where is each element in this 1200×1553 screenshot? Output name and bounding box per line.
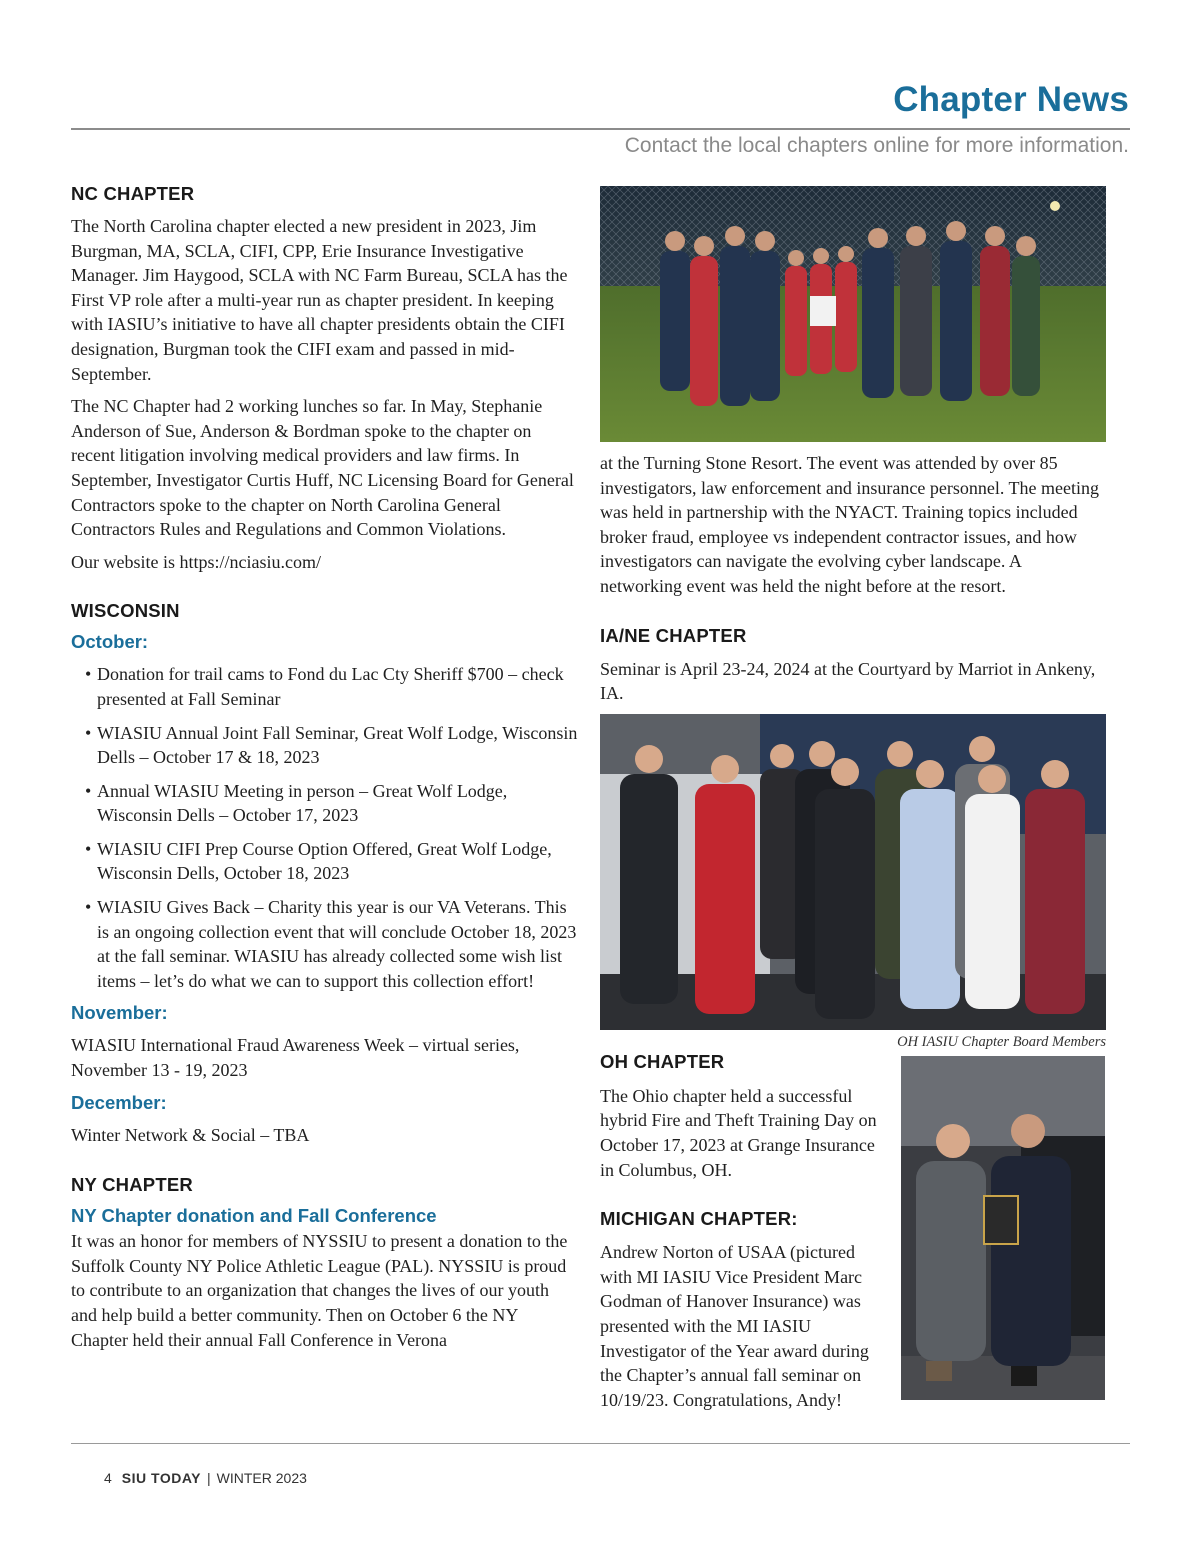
- list-item: • Annual WIASIU Meeting in person – Great Wolf Lodge, Wisconsin Dells – October 17, 2023: [97, 779, 579, 828]
- october-label: October:: [71, 631, 149, 653]
- ny-paragraph-2: at the Turning Stone Resort. The event was attended by over 85 investigators, law enforcement and insurance personnel. The meeting was held in partnership with the NYACT. Training topics included broker fraud, employee vs independent contractor issues, and how investigators can navigate the evolving cyber landscape. A networking event was held the night before at the resort.: [600, 453, 1099, 596]
- iane-paragraph: Seminar is April 23-24, 2024 at the Courtyard by Marriot in Ankeny, IA.: [600, 658, 1096, 704]
- photo-caption: OH IASIU Chapter Board Members: [897, 1033, 1106, 1050]
- left-column: [71, 183, 579, 1352]
- footer: [104, 1470, 307, 1486]
- november-text: WIASIU International Fraud Awareness Week – virtual series, November 13 - 19, 2023: [71, 1035, 520, 1081]
- oh-board-photo: [600, 714, 1106, 1030]
- november-label: November:: [71, 1002, 168, 1024]
- footer-separator: |: [207, 1470, 211, 1486]
- footer-rule: [71, 1443, 1130, 1444]
- ny-subheading: NY Chapter donation and Fall Conference: [71, 1205, 437, 1227]
- michigan-award-photo: [901, 1056, 1105, 1400]
- right-column: [600, 186, 1106, 1412]
- nc-chapter-heading: NC CHAPTER: [71, 183, 195, 204]
- issue-label: WINTER 2023: [216, 1470, 307, 1486]
- wisconsin-heading: WISCONSIN: [71, 600, 180, 622]
- nc-team-photo: [600, 186, 1106, 442]
- nc-paragraph-3: Our website is https://nciasiu.com/: [71, 551, 321, 572]
- page-title: Chapter News: [893, 80, 1129, 119]
- iane-chapter-heading: IA/NE CHAPTER: [600, 624, 747, 646]
- december-label: December:: [71, 1091, 167, 1113]
- page-subtitle: Contact the local chapters online for more information.: [624, 134, 1129, 157]
- list-item: • WIASIU CIFI Prep Course Option Offered, Great Wolf Lodge, Wisconsin Dells, October 18, 2023: [97, 837, 579, 886]
- list-item: • WIASIU Annual Joint Fall Seminar, Great Wolf Lodge, Wisconsin Dells – October 17 & 18, 2023: [97, 721, 579, 770]
- list-item: • Donation for trail cams to Fond du Lac Cty Sheriff $700 – check presented at Fall Seminar: [97, 662, 579, 711]
- nc-paragraph-2: The NC Chapter had 2 working lunches so far. In May, Stephanie Anderson of Sue, Anderson & Bordman spoke to the chapter on recent litigation involving medical providers and law firms. In September, Investigator Curtis Huff, NC Licensing Board for General Contractors spoke to the chapter on North Carolina General Contractors Rules and Regulations and Common Violations.: [71, 396, 574, 540]
- michigan-chapter-heading: MICHIGAN CHAPTER:: [600, 1208, 798, 1230]
- ny-paragraph-1: It was an honor for members of NYSSIU to present a donation to the Suffolk County NY Police Athletic League (PAL). NYSSIU is proud to contribute to an organization that changes the lives of our youth and help build a better community. Then on October 6 the NY Chapter held their annual Fall Conference in Verona: [71, 1231, 568, 1350]
- ny-chapter-heading: NY CHAPTER: [71, 1174, 193, 1196]
- october-list: [71, 662, 579, 993]
- publication-name: SIU TODAY: [121, 1470, 201, 1486]
- header-rule: [71, 128, 1130, 130]
- list-item: • WIASIU Gives Back – Charity this year is our VA Veterans. This is an ongoing collection event that will conclude October 18, 2023 at the fall seminar. WIASIU has already collected some wish list items – let’s do what we can to support this collection effort!: [97, 895, 579, 993]
- oh-paragraph: The Ohio chapter held a successful hybrid Fire and Theft Training Day on October 17, 2023 at Grange Insurance in Columbus, OH.: [600, 1085, 877, 1180]
- oh-chapter-heading: OH CHAPTER: [600, 1050, 725, 1072]
- michigan-paragraph: Andrew Norton of USAA (pictured with MI IASIU Vice President Marc Godman of Hanover Insurance) was presented with the MI IASIU Investigator of the Year award during the Chapter’s annual fall seminar on 10/19/23. Congratulations, Andy!: [600, 1242, 869, 1410]
- december-text: Winter Network & Social – TBA: [71, 1124, 310, 1145]
- page-number: 4: [104, 1470, 112, 1486]
- nc-paragraph-1: The North Carolina chapter elected a new president in 2023, Jim Burgman, MA, SCLA, CIFI, CPP, Erie Insurance Investigative Manager. Jim Haygood, SCLA with NC Farm Bureau, SCLA has the First VP role after a multi-year run as chapter president. In keeping with IASIU’s initiative to have all chapter presidents obtain the CIFI designation, Burgman took the CIFI exam and passed in mid-September.: [71, 216, 568, 384]
